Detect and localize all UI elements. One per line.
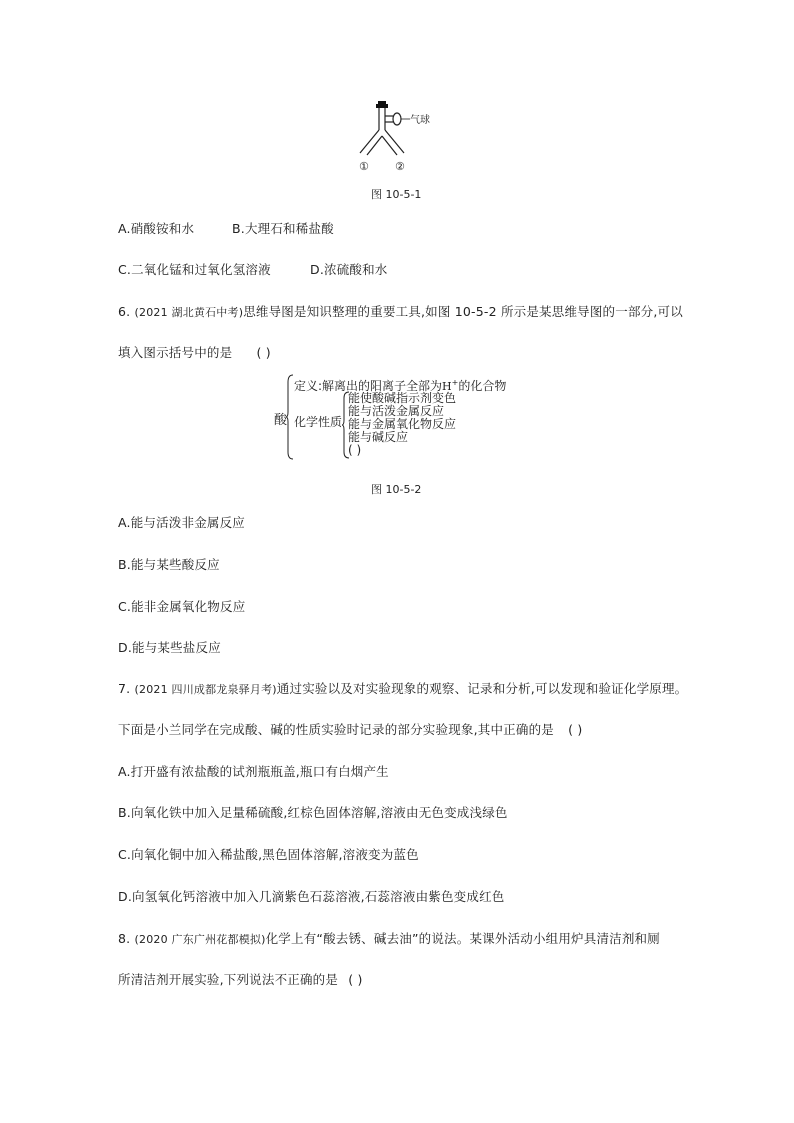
q6-option-b[interactable]: B.能与某些酸反应 [118, 557, 220, 572]
q7-stem-line2 [118, 720, 583, 738]
mindmap-prop-3: 能与金属氧化物反应 [348, 417, 457, 431]
mindmap-prop-blank: ( ) [348, 443, 362, 457]
q7-source: (2021 四川成都龙泉驿月考) [134, 683, 277, 696]
acid-mind-map [270, 374, 550, 466]
q6-stem-line2 [118, 343, 271, 361]
q7-option-b[interactable]: B.向氧化铁中加入足量稀硫酸,红棕色固体溶解,溶液由无色变成浅绿色 [118, 805, 508, 820]
q6-option-c[interactable]: C.能非金属氧化物反应 [118, 599, 246, 614]
figure-caption-10-5-1: 图 10-5-1 [371, 188, 422, 201]
q6-answer-blank[interactable]: ( ) [256, 345, 271, 360]
tube-2-label: ② [395, 160, 405, 173]
mindmap-prop-1: 能使酸碱指示剂变色 [348, 391, 457, 405]
mindmap-ion: H [442, 380, 452, 393]
q8-stem-line1 [118, 929, 660, 947]
mindmap-definition-text: 定义:解离出的阳离子全部为 [294, 379, 443, 393]
mindmap-prop-2: 能与活泼金属反应 [348, 404, 445, 418]
q7-option-c[interactable]: C.向氧化铜中加入稀盐酸,黑色固体溶解,溶液变为蓝色 [118, 847, 419, 862]
q8-number: 8. [118, 931, 131, 946]
q6-number: 6. [118, 304, 131, 319]
q6-stem-line1 [118, 302, 683, 320]
q7-stem-text-2: 下面是小兰同学在完成酸、碱的性质实验时记录的部分实验现象,其中正确的是 [118, 722, 554, 737]
q6-option-a[interactable]: A.能与活泼非金属反应 [118, 515, 246, 530]
balloon-label: 气球 [410, 115, 430, 126]
q6-stem-text: 思维导图是知识整理的重要工具,如图 10-5-2 所示是某思维导图的一部分,可以 [243, 304, 683, 319]
tube-1-label: ① [359, 160, 369, 173]
mindmap-outer-brace [286, 374, 294, 460]
q6-option-d[interactable]: D.能与某些盐反应 [118, 640, 221, 655]
q7-number: 7. [118, 681, 131, 696]
q5-option-b[interactable]: B.大理石和稀盐酸 [232, 221, 334, 236]
stopper-top [378, 101, 386, 104]
balloon [393, 113, 401, 125]
q8-stem-line2 [118, 970, 363, 988]
q5-option-d[interactable]: D.浓硫酸和水 [310, 262, 388, 277]
q8-source: (2020 广东广州花都模拟) [134, 933, 266, 946]
q5-option-a[interactable]: A.硝酸铵和水 [118, 221, 195, 236]
q7-option-a[interactable]: A.打开盛有浓盐酸的试剂瓶瓶盖,瓶口有白烟产生 [118, 764, 389, 779]
stopper [376, 104, 388, 108]
q8-answer-blank[interactable]: ( ) [348, 972, 363, 987]
q7-answer-blank[interactable]: ( ) [568, 722, 583, 737]
q8-stem-text-2: 所清洁剂开展实验,下列说法不正确的是 [118, 972, 339, 987]
figure-caption-10-5-2: 图 10-5-2 [371, 483, 422, 496]
mindmap-branch: 化学性质 [294, 415, 343, 429]
q6-stem-text-2: 填入图示括号中的是 [118, 345, 233, 360]
q8-stem-text: 化学上有“酸去锈、碱去油”的说法。某课外活动小组用炉具清洁剂和厕 [265, 931, 660, 946]
q7-stem-text: 通过实验以及对实验现象的观察、记录和分析,可以发现和验证化学原理。 [276, 681, 688, 696]
mindmap-definition-tail: 的化合物 [458, 379, 507, 393]
mindmap-ion-charge: + [451, 378, 459, 387]
q7-option-d[interactable]: D.向氢氧化钙溶液中加入几滴紫色石蕊溶液,石蕊溶液由紫色变成红色 [118, 889, 505, 904]
y-tube-apparatus [350, 98, 460, 178]
mindmap-prop-4: 能与碱反应 [348, 430, 409, 444]
q7-stem-line1 [118, 679, 687, 697]
q5-option-c[interactable]: C.二氧化锰和过氧化氢溶液 [118, 262, 271, 277]
mindmap-root: 酸 [274, 413, 288, 428]
q6-source: (2021 湖北黄石中考) [134, 306, 244, 319]
